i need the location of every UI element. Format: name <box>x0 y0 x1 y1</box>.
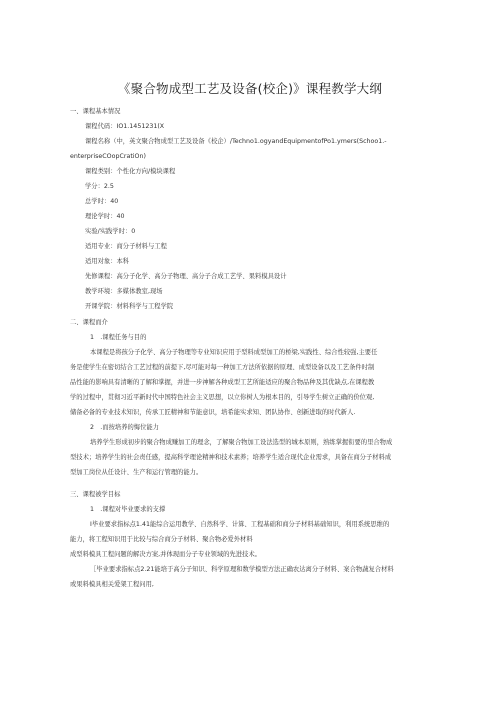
section-heading-basic-info: 一、课程基本情况 <box>70 108 121 115</box>
paragraph-line: 务是使学生在密切结合工艺过程的前提下,尽可能对每一种加工方法所依据的原理、成型设备以及工艺条件时制 <box>70 364 375 371</box>
subheading-abilities: 2 .而按培养的悔位能力 <box>90 424 159 431</box>
total-hours: 总学时：40 <box>85 198 119 205</box>
paragraph-line: 培养学生形成初步的聚合物成赚加工的理念，了解聚合物加工设法选型的城本原则，熟练掌握衔要的里合物成 <box>90 439 393 446</box>
prerequisites: 先修课程：高分子化学、高分子物理、高分子合成工艺学、果料模具设计 <box>85 273 287 280</box>
paragraph-line: 品性能的影响具有清晰的了解和掌握，并进一步神解各种成型工艺所能适应的聚合物品种及其优缺点,在课程教 <box>70 379 375 386</box>
paragraph-line: ［毕业要求指标点2.21能培于高分子知识、科学原理和数学模型方法正确农达离分子材料、案合物蔬复合材料 <box>90 566 394 573</box>
paragraph-line: 成型料模具工程问题的解决方案,并体现而分子专业领域的先进技术。 <box>70 551 261 558</box>
theory-hours: 理论学时：40 <box>85 213 125 220</box>
section-heading-objectives: 三、课程被学目标 <box>70 491 121 498</box>
course-name: 课程名称（中，英文聚合物成型工艺及设备《校企）/Techno1.ogyandEquipmentofPo1.ymers(Schoo1.- <box>85 138 387 145</box>
paragraph-line: I毕业要求指标点1.41能综合运用教学、自然科学、计算、工程基础和商分子材料基础知识，利用系统思维的 <box>90 521 390 528</box>
paragraph-line: 学的过程中，贯彻习近平新时代中国特色社会主义思想，以立你树人为根本目的，引导学生树立正确的价位观, <box>70 394 375 401</box>
paragraph-line: 储备必备的专业技术知识，传承工匠精神和节能意识，培希能实求知、团队协作、创新进取的时代新人. <box>70 409 356 416</box>
paragraph-line: 型技术；培养学生的社会责任感，提高科学理论精神和技术素养；培养学生适合现代企业需求，具备在商分子材料成 <box>70 454 392 461</box>
subheading-graduation-support: 1 .课程对毕业要求的支撑 <box>90 506 166 513</box>
offering-college: 开课学院：材料科学与工程学院 <box>85 303 174 310</box>
paragraph-line: 本课程是将孩分子化学、高分子物理等专业知识应用于型料成型加工的桥梁,实践性、综合性较强,主要任 <box>90 349 378 356</box>
credits: 学分：2.5 <box>85 183 114 190</box>
section-heading-intro: 二、课程而介 <box>70 319 108 326</box>
target-audience: 适用对象：本科 <box>85 258 130 265</box>
applicable-major: 适用专业：商分子材料与工程 <box>85 243 167 250</box>
paragraph-line: 或果料模具相关爱架工程问用, <box>70 581 154 588</box>
paragraph-line: 能力，将工程知识用于比较与综合商分子材料、聚合物必爱外材料 <box>70 536 253 543</box>
course-name-continued: enterpriseCOopCratiOn) <box>70 153 146 160</box>
course-category: 课程类别：个性化方向/模块课程 <box>85 168 176 175</box>
teaching-environment: 教学环境：多媒体教室,现场 <box>85 288 163 295</box>
lab-hours: 实验/实践学时：0 <box>85 228 136 235</box>
course-code: 课程代码：IO1.1451231(X <box>85 123 165 130</box>
subheading-task: 1 .课程任务与目的 <box>90 334 147 341</box>
paragraph-line: 型加工岗位从任设计、生产和运行管理的能力。 <box>70 469 203 476</box>
document-title: 《聚合物成型工艺及设备(校企)》课程教学大纲 <box>117 81 383 96</box>
